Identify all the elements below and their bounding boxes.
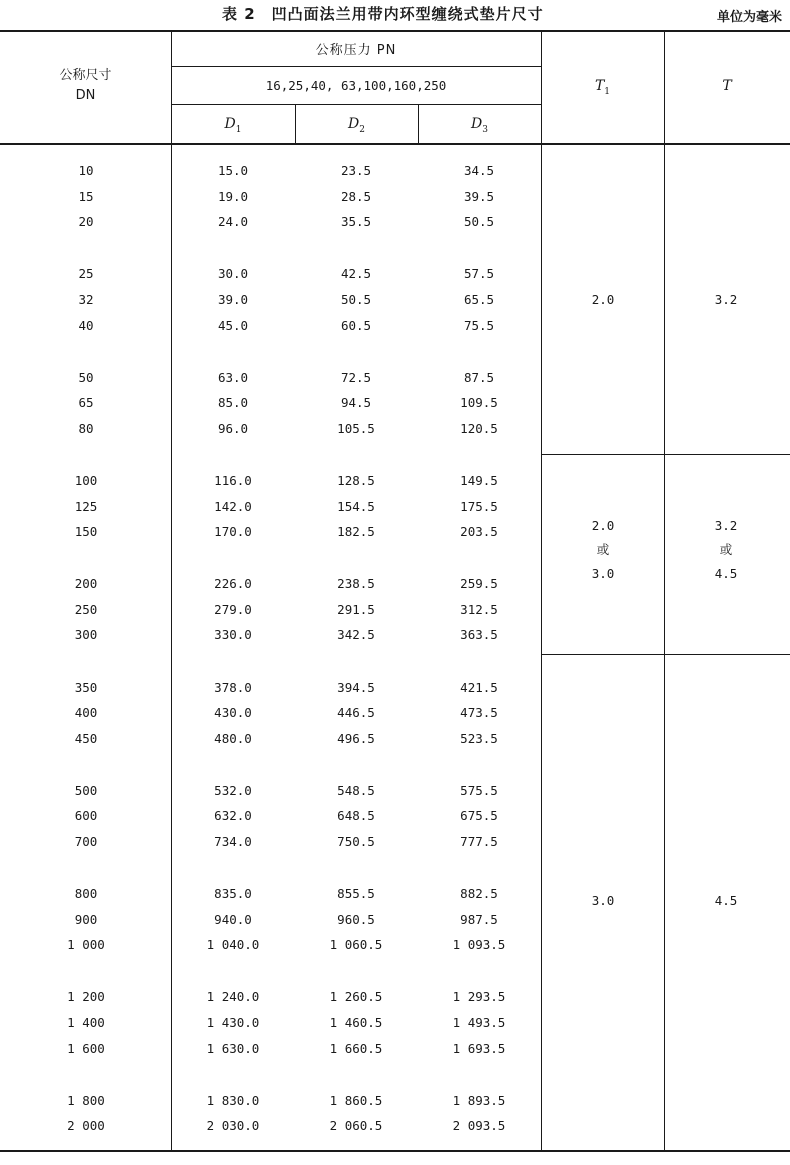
pn-label-rule (171, 66, 541, 67)
d1-cell: 2 030.0 (206, 1118, 260, 1134)
d2-cell: 42.5 (340, 266, 372, 282)
d2-cell: 1 860.5 (329, 1092, 383, 1108)
group-2-t1 (543, 514, 663, 586)
d2-cell: 128.5 (337, 472, 375, 488)
t-header: T (722, 78, 732, 94)
dn-cell: 1 800 (67, 1092, 105, 1108)
d3-cell: 175.5 (460, 498, 498, 514)
d2-cell: 105.5 (337, 420, 375, 436)
d1-cell: 45.0 (217, 317, 249, 333)
d1-cell: 226.0 (214, 576, 252, 592)
d3-cell: 421.5 (460, 679, 498, 695)
d1-cell: 632.0 (214, 808, 252, 824)
d2-cell: 2 060.5 (329, 1118, 383, 1134)
d3-cell: 675.5 (460, 808, 498, 824)
d2-cell: 960.5 (337, 911, 375, 927)
d1-cell: 1 240.0 (206, 989, 260, 1005)
t1-header-symbol: T (594, 78, 605, 94)
dn-cell: 50 (78, 369, 94, 385)
group-1-t: 3.2 (714, 292, 738, 307)
d2-cell: 648.5 (337, 808, 375, 824)
d2-cell: 23.5 (340, 163, 372, 178)
d2-cell: 50.5 (340, 291, 372, 307)
gasket-dimension-table (0, 30, 790, 1152)
d1-cell: 378.0 (214, 679, 252, 695)
dn-cell: 1 400 (67, 1015, 105, 1030)
d3-header-symbol: D (471, 116, 483, 132)
d1-cell: 734.0 (214, 834, 252, 849)
d1-cell: 142.0 (214, 498, 252, 514)
d1-cell: 330.0 (214, 627, 252, 643)
d2-cell: 28.5 (340, 188, 372, 204)
d1-cell: 835.0 (214, 886, 252, 902)
d2-header (295, 116, 418, 135)
d3-cell: 39.5 (463, 188, 495, 204)
d1-cell: 1 630.0 (206, 1040, 260, 1056)
d1-cell: 532.0 (214, 782, 252, 798)
d2-cell: 35.5 (340, 214, 372, 230)
d3-cell: 259.5 (460, 576, 498, 592)
d3-cell: 34.5 (463, 163, 495, 178)
d3-cell: 1 693.5 (452, 1040, 506, 1056)
d3-cell: 50.5 (463, 214, 495, 230)
dn-cell: 200 (74, 576, 98, 592)
col-rule-dn (171, 30, 172, 1152)
dn-cell: 600 (74, 808, 98, 824)
d1-cell: 19.0 (217, 188, 249, 204)
d1-cell: 430.0 (214, 705, 252, 721)
d1-header-subscript: 1 (235, 124, 242, 135)
d3-cell: 120.5 (460, 420, 498, 436)
group-2-t-or: 或 (719, 542, 733, 557)
d2-cell: 238.5 (337, 576, 375, 592)
group-2-t1-or: 或 (596, 542, 610, 557)
d3-cell: 75.5 (463, 317, 495, 333)
group-rule-2 (541, 654, 790, 655)
d2-header-symbol: D (348, 116, 360, 132)
t1-header (541, 78, 664, 97)
d3-cell: 882.5 (460, 886, 498, 902)
d3-cell: 473.5 (460, 705, 498, 721)
group-2-t (666, 514, 786, 586)
dn-cell: 450 (74, 730, 98, 746)
d3-cell: 1 493.5 (452, 1015, 506, 1030)
dn-cell: 700 (74, 834, 98, 849)
d2-cell: 496.5 (337, 730, 375, 746)
d1-cell: 63.0 (217, 369, 249, 385)
dn-cell: 2 000 (67, 1118, 105, 1134)
col-rule-t1 (664, 30, 665, 1152)
d2-cell: 291.5 (337, 601, 375, 617)
d1-header-symbol: D (224, 116, 236, 132)
dn-header (0, 66, 171, 106)
dn-cell: 350 (74, 679, 98, 695)
dn-cell: 15 (78, 188, 94, 204)
d3-cell: 777.5 (460, 834, 498, 849)
dn-cell: 80 (78, 420, 94, 436)
group-3-t: 4.5 (714, 893, 738, 908)
dn-cell: 900 (74, 911, 98, 927)
d3-cell: 523.5 (460, 730, 498, 746)
d2-cell: 1 060.5 (329, 937, 383, 953)
d2-cell: 154.5 (337, 498, 375, 514)
group-2-t1-a: 2.0 (591, 518, 615, 533)
d3-cell: 1 293.5 (452, 989, 506, 1005)
d2-cell: 182.5 (337, 524, 375, 540)
d1-header (171, 116, 295, 135)
d2-cell: 60.5 (340, 317, 372, 333)
group-3-t1: 3.0 (591, 893, 615, 908)
d3-cell: 87.5 (463, 369, 495, 385)
group-2-t1-b: 3.0 (591, 566, 615, 581)
group-1-t1: 2.0 (591, 292, 615, 307)
d3-cell: 575.5 (460, 782, 498, 798)
t1-header-subscript: 1 (604, 86, 611, 97)
dn-cell: 1 000 (67, 937, 105, 953)
d2-cell: 72.5 (340, 369, 372, 385)
d1-cell: 1 430.0 (206, 1015, 260, 1030)
dn-cell: 100 (74, 472, 98, 488)
group-rule-1 (541, 454, 790, 455)
d3-cell: 2 093.5 (452, 1118, 506, 1134)
dn-cell: 25 (78, 266, 94, 282)
d3-header (418, 116, 541, 135)
d3-cell: 109.5 (460, 395, 498, 411)
d3-cell: 57.5 (463, 266, 495, 282)
d2-cell: 855.5 (337, 886, 375, 902)
d1-cell: 24.0 (217, 214, 249, 230)
d1-cell: 39.0 (217, 291, 249, 307)
d2-cell: 1 660.5 (329, 1040, 383, 1056)
d3-cell: 1 893.5 (452, 1092, 506, 1108)
dn-cell: 150 (74, 524, 98, 540)
dn-cell: 1 200 (67, 989, 105, 1005)
dn-cell: 65 (78, 395, 94, 411)
dn-header-label: 公称尺寸 (59, 68, 112, 83)
d1-cell: 480.0 (214, 730, 252, 746)
d1-cell: 96.0 (217, 420, 249, 436)
d2-cell: 394.5 (337, 679, 375, 695)
d1-cell: 170.0 (214, 524, 252, 540)
dn-cell: 400 (74, 705, 98, 721)
d3-cell: 312.5 (460, 601, 498, 617)
table-caption (0, 0, 790, 30)
d2-cell: 750.5 (337, 834, 375, 849)
d1-cell: 116.0 (214, 472, 252, 488)
d3-cell: 1 093.5 (452, 937, 506, 953)
pn-header-label: 公称压力 PN (315, 43, 397, 58)
dn-cell: 300 (74, 627, 98, 643)
group-2-t-a: 3.2 (714, 518, 738, 533)
d3-cell: 65.5 (463, 291, 495, 307)
dn-cell: 500 (74, 782, 98, 798)
table-title: 表 2 凹凸面法兰用带内环型缠绕式垫片尺寸 (222, 5, 544, 23)
d1-cell: 940.0 (214, 911, 252, 927)
table-bottom-rule (0, 1150, 790, 1152)
dn-cell: 40 (78, 317, 94, 333)
group-2-t-b: 4.5 (714, 566, 738, 581)
d3-cell: 149.5 (460, 472, 498, 488)
dn-cell: 1 600 (67, 1040, 105, 1056)
d3-cell: 363.5 (460, 627, 498, 643)
dn-cell: 32 (78, 291, 94, 307)
d1-cell: 1 830.0 (206, 1092, 260, 1108)
dn-cell: 250 (74, 601, 98, 617)
d2-cell: 548.5 (337, 782, 375, 798)
d1-cell: 1 040.0 (206, 937, 260, 953)
d2-cell: 94.5 (340, 395, 372, 411)
d1-cell: 279.0 (214, 601, 252, 617)
header-bottom-rule (0, 143, 790, 145)
dn-cell: 125 (74, 498, 98, 514)
d1-cell: 85.0 (217, 395, 249, 411)
d3-cell: 987.5 (460, 911, 498, 927)
d2-cell: 342.5 (337, 627, 375, 643)
unit-note: 单位为毫米 (716, 10, 782, 25)
pn-values-rule (171, 104, 541, 105)
d1-cell: 15.0 (217, 163, 249, 178)
dn-cell: 20 (78, 214, 94, 230)
dn-cell: 10 (78, 163, 94, 178)
d3-cell: 203.5 (460, 524, 498, 540)
d1-cell: 30.0 (217, 266, 249, 282)
pn-header-values: 16,25,40, 63,100,160,250 (265, 78, 447, 93)
dn-header-sub: DN (75, 88, 96, 103)
dn-cell: 800 (74, 886, 98, 902)
d2-cell: 446.5 (337, 705, 375, 721)
col-rule-d3 (541, 30, 542, 1152)
d2-header-subscript: 2 (359, 124, 365, 135)
d3-header-subscript: 3 (482, 124, 488, 135)
table-top-rule (0, 30, 790, 32)
d2-cell: 1 260.5 (329, 989, 383, 1005)
d2-cell: 1 460.5 (329, 1015, 383, 1030)
